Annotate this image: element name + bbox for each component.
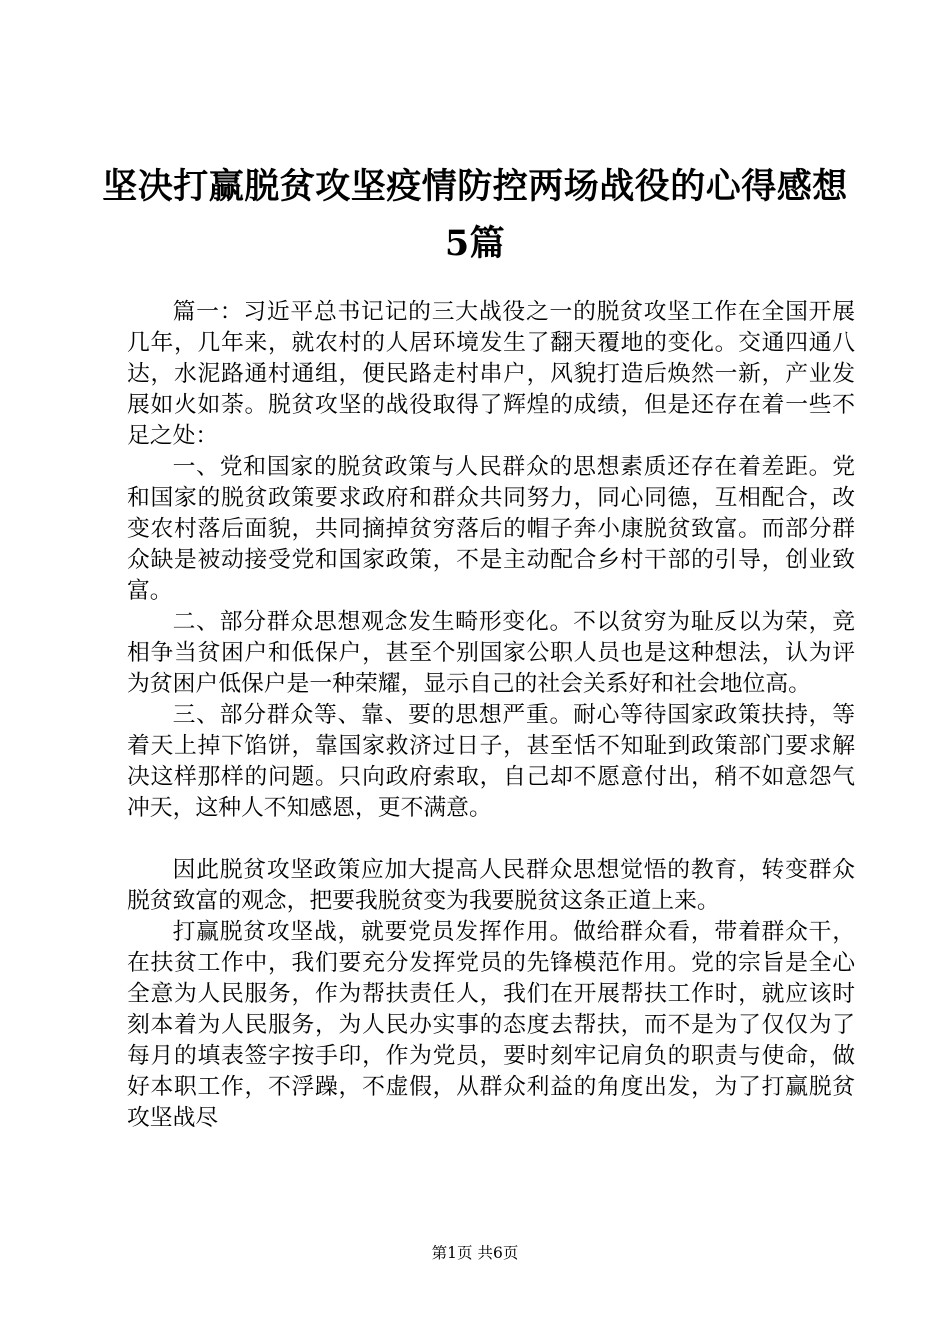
paragraph: 一、党和国家的脱贫政策与人民群众的思想素质还存在着差距。党和国家的脱贫政策要求政府和群众共同努力，同心同德，互相配合，改变农村落后面貌，共同摘掉贫穷落后的帽子奔小康脱贫致富。而部分群众缺是被动接受党和国家政策，不是主动配合乡村干部的引导，创业致富。 [127, 454, 855, 604]
paragraph: 打赢脱贫攻坚战，就要党员发挥作用。做给群众看，带着群众干，在扶贫工作中，我们要充分发挥党员的先锋模范作用。党的宗旨是全心全意为人民服务，作为帮扶责任人，我们在开展帮扶工作时，就应该时刻本着为人民服务，为人民办实事的态度去帮扶，而不是为了仅仅为了每月的填表签字按手印，作为党员，要时刻牢记肩负的职责与使命，做好本职工作，不浮躁，不虚假，从群众利益的角度出发，为了打赢脱贫攻坚战尽 [127, 919, 855, 1131]
paragraph-spacer [127, 824, 855, 855]
paragraph: 二、部分群众思想观念发生畸形变化。不以贫穷为耻反以为荣，竞相争当贫困户和低保户，甚至个别国家公职人员也是这种想法，认为评为贫困户低保户是一种荣耀，显示自己的社会关系好和社会地位高。 [127, 609, 855, 697]
paragraph: 因此脱贫攻坚政策应加大提高人民群众思想觉悟的教育，转变群众脱贫致富的观念，把要我脱贫变为我要脱贫这条正道上来。 [127, 857, 855, 914]
paragraph: 篇一：习近平总书记记的三大战役之一的脱贫攻坚工作在全国开展几年，几年来，就农村的人居环境发生了翻天覆地的变化。交通四通八达，水泥路通村通组，便民路走村串户，风貌打造后焕然一新，产业发展如火如荼。脱贫攻坚的战役取得了辉煌的成绩，但是还存在着一些不足之处： [127, 299, 855, 449]
paragraph: 三、部分群众等、靠、要的思想严重。耐心等待国家政策扶持，等着天上掉下馅饼，靠国家救济过日子，甚至恬不知耻到政策部门要求解决这样那样的问题。只向政府索取，自己却不愿意付出，稍不如意怨气冲天，这种人不知感恩，更不满意。 [127, 702, 855, 821]
document-title: 坚决打赢脱贫攻坚疫情防控两场战役的心得感想5篇 [102, 166, 848, 264]
page-number-footer: 第1页 共6页 [431, 1244, 519, 1262]
document-body [127, 297, 855, 1134]
